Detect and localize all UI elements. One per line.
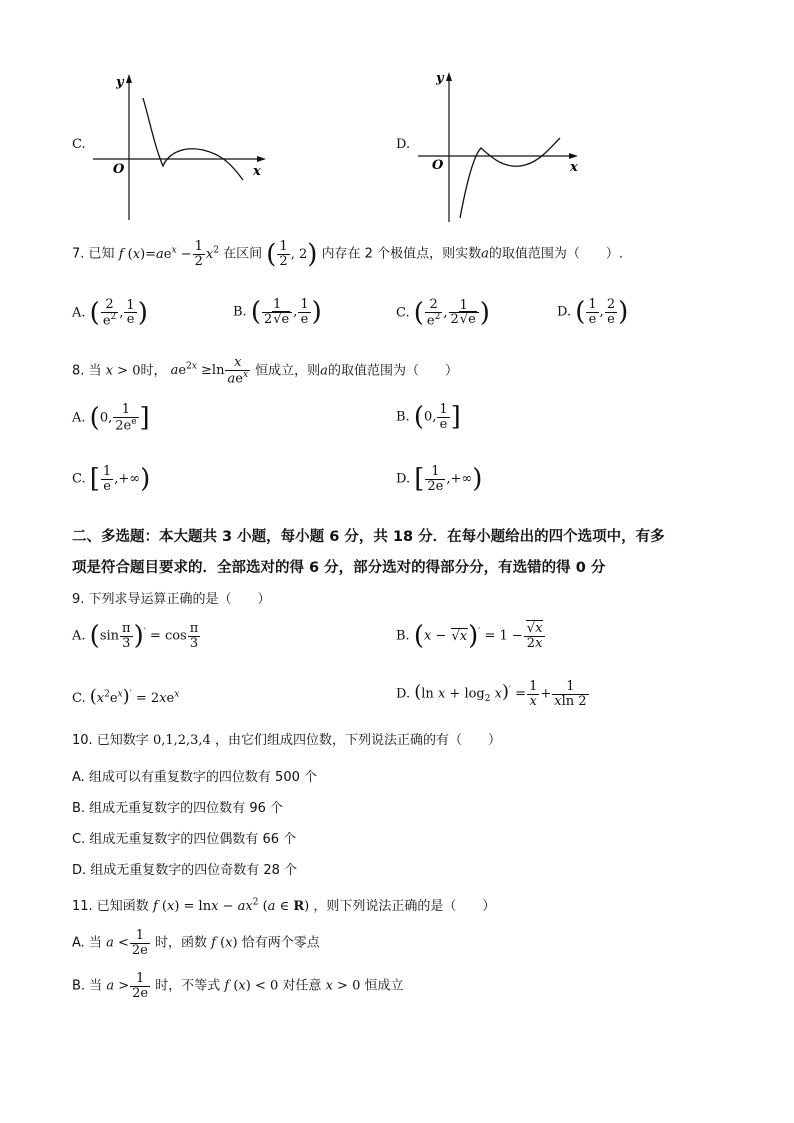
q10-option-b[interactable]: B. 组成无重复数字的四位数有 96 个: [72, 801, 283, 816]
q8-tail2: 的取值范围为（ ）: [327, 363, 458, 379]
q7-mid: 在区间: [223, 246, 263, 262]
q11-option-b[interactable]: B. 当 a > $\frac{1}{2e}$ 时，不等式 f (x) < 0 对任意 x > 0 恒成立: [72, 971, 404, 1001]
question-9-stem: 9. 下列求导运算正确的是（ ）: [72, 592, 271, 607]
graph-d-origin-label: O: [432, 158, 444, 173]
q8-option-b[interactable]: B. (0, $\frac{1}{e}$ ]: [396, 402, 461, 433]
question-10-stem: 10. 已知数字 0,1,2,3,4 ，由它们组成四位数，下列说法正确的有（ ）: [72, 733, 501, 748]
section-2-header-line2: 项是符合题目要求的．全部选对的得 6 分，部分选对的得部分分，有选错的得 0 分: [72, 560, 606, 576]
q7-option-c[interactable]: C. ( $\frac{2}{e^2}$ , $\frac{1}{2√e}$ ): [396, 297, 490, 328]
graph-c-origin-label: O: [113, 162, 125, 177]
graph-d-x-label: x: [570, 160, 578, 175]
section-2-header-line1: 二、多选题：本大题共 3 小题，每小题 6 分，共 18 分．在每小题给出的四个选项中，有多: [72, 529, 665, 545]
q10-option-d[interactable]: D. 组成无重复数字的四位奇数有 28 个: [72, 863, 298, 878]
q11-option-a[interactable]: A. 当 a < $\frac{1}{2e}$ 时，函数 f (x) 恰有两个零点: [72, 928, 320, 958]
graph-c-label: C.: [72, 137, 86, 152]
q11-function: f $(x) = \ln x - ax^2$ (a ∈ R): [152, 897, 310, 914]
q7-tail2: 的取值范围为（ ）.: [488, 246, 623, 262]
q8-option-a[interactable]: A. (0, $\frac{1}{2e^e}$ ]: [72, 402, 150, 433]
q9-option-b[interactable]: B. (x − √x)′ = 1 − $\frac{√x}{2x}$: [396, 622, 546, 650]
graph-c-x-label: x: [253, 164, 261, 179]
q10-option-c[interactable]: C. 组成无重复数字的四位偶数有 66 个: [72, 832, 297, 847]
q8-mid: 时，: [140, 363, 167, 379]
question-11-stem: 11. 已知函数 f $(x) = \ln x - ax^2$ (a ∈ R) ，则下列说法正确的是（ ）: [72, 897, 496, 914]
q8-tail: 恒成立，则: [255, 363, 321, 379]
q9-option-a[interactable]: A. (sin $\frac{\pi}{3}$ )′ = cos $\frac{\pi}{3}$: [72, 621, 199, 652]
q7-option-d[interactable]: D. ( $\frac{1}{e}$ , $\frac{2}{e}$ ): [557, 297, 629, 328]
question-8: 8. 当 x > 0时， $ae^{2x} \ge\ln$ $\frac{x}{ae^x}$ 恒成立，则a的取值范围为（ ）: [72, 355, 458, 386]
q7-prefix: 7. 已知: [72, 246, 115, 262]
graph-d: [410, 66, 600, 226]
q7-option-b[interactable]: B. ( $\frac{1}{2√e}$ , $\frac{1}{e}$ ): [233, 297, 322, 328]
graph-d-y-label: y: [436, 71, 444, 86]
q7-tail: 内存在 2 个极值点，则实数: [321, 246, 482, 262]
q8-option-c[interactable]: C. [ $\frac{1}{e}$ ,+∞): [72, 464, 151, 495]
q9-option-c[interactable]: C. $(x^2e^x)' = 2xe^x$: [72, 686, 180, 707]
q7-function: f $(x)=ae^x$ − $\frac{1}{2}$ $x^2$: [118, 239, 219, 269]
q10-digits: 0,1,2,3,4: [152, 733, 211, 748]
q7-option-a[interactable]: A. ( $\frac{2}{e^2}$ , $\frac{1}{e}$ ): [72, 297, 148, 328]
q8-option-d[interactable]: D. [ $\frac{1}{2e}$ ,+∞): [396, 464, 483, 495]
graph-c-y-label: y: [116, 75, 124, 90]
graph-d-label: D.: [396, 137, 411, 152]
q8-inequality: $ae^{2x} \ge\ln$ $\frac{x}{ae^x}$: [170, 355, 249, 386]
graph-c: [85, 68, 275, 228]
question-7: 7. 已知 f $(x)=ae^x$ − $\frac{1}{2}$ $x^2$ 在区间 ( $\frac{1}{2}$ , 2) 内存在 2 个极值点，则实数a的取值范围为（ ）.: [72, 239, 623, 270]
q7-interval: ( $\frac{1}{2}$ , 2): [266, 239, 318, 270]
q10-option-a[interactable]: A. 组成可以有重复数字的四位数有 500 个: [72, 770, 318, 785]
q9-option-d[interactable]: D. (ln $x + \log_2 x)'$ = $\frac{1}{x}$ + $\frac{1}{xln 2}$: [396, 679, 587, 709]
q8-prefix: 8. 当: [72, 363, 102, 379]
